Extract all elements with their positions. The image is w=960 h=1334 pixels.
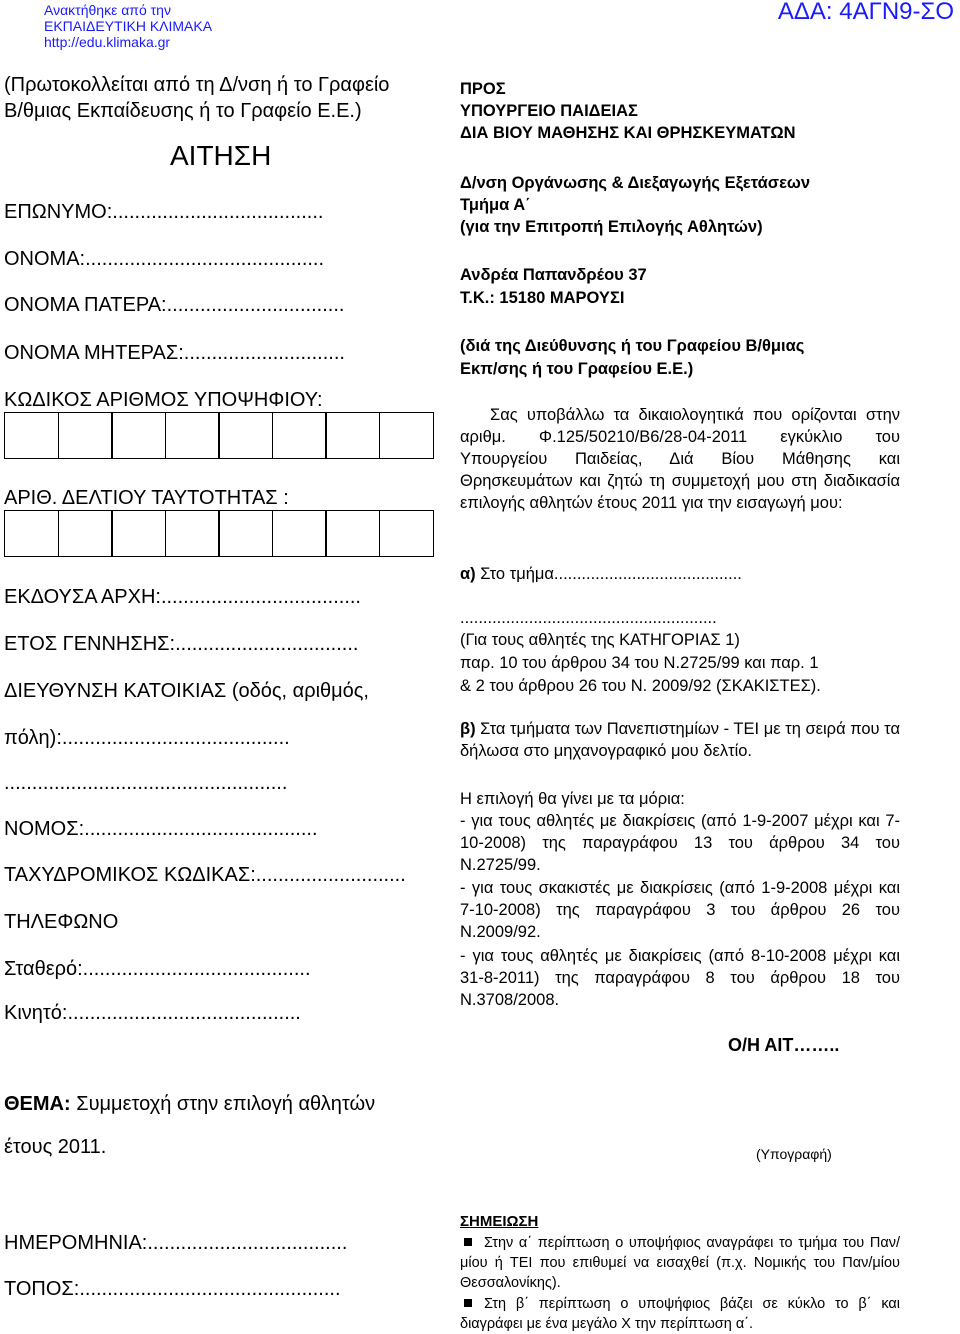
id-number-boxes[interactable]: [4, 510, 432, 557]
landline-field[interactable]: Σταθερό:.........................................: [4, 958, 311, 980]
phone-label: ΤΗΛΕΦΩΝΟ: [4, 911, 119, 933]
id-box[interactable]: [58, 510, 113, 557]
via-line-1: (διά της Διεύθυνσης ή του Γραφείου Β/θμιας: [460, 337, 805, 355]
subject-label: ΘΕΜΑ:: [4, 1093, 71, 1115]
option-b-label: β): [460, 720, 476, 738]
source-watermark: [44, 2, 212, 50]
ministry-line-1: ΥΠΟΥΡΓΕΙΟ ΠΑΙΔΕΙΑΣ: [460, 102, 638, 120]
id-box[interactable]: [111, 510, 166, 557]
committee: (για την Επιτροπή Επιλογής Αθλητών): [460, 218, 763, 236]
postal-code-field[interactable]: ΤΑΧΥΔΡΟΜΙΚΟΣ ΚΩΔΙΚΑΣ:...........................: [4, 864, 406, 886]
city-field[interactable]: πόλη):.........................................: [4, 727, 290, 749]
option-a-law-1: παρ. 10 του άρθρου 34 του Ν.2725/99 και παρ. 1: [460, 654, 819, 672]
source-url: http://edu.klimaka.gr: [44, 34, 171, 50]
protocol-line-2: Β/θμιας Εκπαίδευσης ή το Γραφείο Ε.Ε.): [4, 100, 362, 122]
address-label: ΔΙΕΥΘΥΝΣΗ ΚΑΤΟΙΚΙΑΣ (οδός, αριθμός,: [4, 680, 369, 702]
id-box[interactable]: [165, 510, 220, 557]
postal-city: Τ.Κ.: 15180 ΜΑΡΟΥΣΙ: [460, 289, 625, 307]
option-b: [460, 718, 900, 762]
ministry-line-2: ΔΙΑ ΒΙΟΥ ΜΑΘΗΣΗΣ ΚΑΙ ΘΡΗΣΚΕΥΜΑΤΩΝ: [460, 124, 796, 142]
option-a-dots[interactable]: ........................................................: [460, 609, 717, 627]
via-line-2: Εκπ/σης ή του Γραφείου Ε.Ε.): [460, 360, 694, 378]
subject-text: Συμμετοχή στην επιλογή αθλητών: [70, 1093, 376, 1115]
surname-field[interactable]: ΕΠΩΝΥΜΟ:......................................: [4, 201, 324, 223]
protocol-line-1: (Πρωτοκολλείται από τη Δ/νση ή το Γραφείο: [4, 74, 390, 96]
criteria-item-2: - για τους σκακιστές με διακρίσεις (από 1-9-2008 μέχρι και 7-10-2008) της παραγράφου 3 του άρθρου 26 του Ν.2009/92.: [460, 879, 900, 941]
address-dots-line[interactable]: ...................................................: [4, 772, 288, 794]
note-2: [460, 1294, 900, 1334]
code-box[interactable]: [4, 412, 59, 459]
candidate-code-label: ΚΩΔΙΚΟΣ ΑΡΙΘΜΟΣ ΥΠΟΨΗΦΙΟΥ:: [4, 389, 323, 411]
department: Τμήμα Α΄: [460, 196, 531, 214]
place-field[interactable]: ΤΟΠΟΣ:...............................................: [4, 1278, 341, 1300]
ada-code: ΑΔΑ: 4ΑΓΝ9-ΣΟ: [777, 0, 954, 25]
bullet-square-icon: [464, 1238, 472, 1246]
mobile-field[interactable]: Κινητό:..........................................: [4, 1002, 301, 1024]
father-name-field[interactable]: ΟΝΟΜΑ ΠΑΤΕΡΑ:................................: [4, 294, 345, 316]
request-body: Σας υποβάλλω τα δικαιολογητικά που ορίζονται στην αριθμ. Φ.125/50210/Β6/28-04-2011 εγκύκλιο του Υπουργείου Παιδείας, Διά Βίου Μάθησης και Θρησκευμάτων και ζητώ τη συμμετοχή μου στη διαδικασία επιλογής αθλητών έτους 2011 για την εισαγωγή μου:: [460, 406, 900, 512]
applicant-sign-label: Ο/Η ΑΙΤ……..: [728, 1035, 840, 1055]
option-a-label: α): [460, 565, 476, 583]
prefecture-field[interactable]: ΝΟΜΟΣ:..........................................: [4, 818, 318, 840]
code-box[interactable]: [58, 412, 113, 459]
id-box[interactable]: [4, 510, 59, 557]
option-a-law-2: & 2 του άρθρου 26 του Ν. 2009/92 (ΣΚΑΚΙΣΤΕΣ).: [460, 677, 821, 695]
page-title: ΑΙΤΗΣΗ: [170, 140, 272, 171]
code-box[interactable]: [272, 412, 327, 459]
id-box[interactable]: [325, 510, 380, 557]
option-a: [460, 563, 742, 585]
protocol-note: [4, 72, 389, 124]
code-box[interactable]: [165, 412, 220, 459]
note-title: ΣΗΜΕΙΩΣΗ: [460, 1213, 539, 1230]
option-a-text[interactable]: Στο τμήμα.........................................: [475, 565, 742, 583]
directorate: Δ/νση Οργάνωσης & Διεξαγωγής Εξετάσεων: [460, 174, 811, 192]
option-a-category: (Για τους αθλητές της ΚΑΤΗΓΟΡΙΑΣ 1): [460, 631, 740, 649]
subject-text-2: έτους 2011.: [4, 1136, 107, 1158]
source-line-1: Ανακτήθηκε από την: [44, 2, 171, 18]
id-box[interactable]: [218, 510, 273, 557]
option-b-text: Στα τμήματα των Πανεπιστημίων - ΤΕΙ με τη σειρά που τα δήλωσα στο μηχανογραφικό μου δελτίο.: [460, 720, 900, 760]
mother-name-field[interactable]: ΟΝΟΜΑ ΜΗΤΕΡΑΣ:.............................: [4, 342, 345, 364]
criteria-item-1: - για τους αθλητές με διακρίσεις (από 1-9-2007 μέχρι και 7-10-2008) της παραγράφου 13 του άρθρου 34 του Ν.2725/99.: [460, 812, 900, 874]
name-field[interactable]: ΟΝΟΜΑ:...........................................: [4, 248, 325, 270]
note-1: [460, 1233, 900, 1293]
id-box[interactable]: [379, 510, 434, 557]
code-box[interactable]: [379, 412, 434, 459]
source-line-2: ΕΚΠΑΙΔΕΥΤΙΚΗ ΚΛΙΜΑΚΑ: [44, 18, 213, 34]
code-box[interactable]: [218, 412, 273, 459]
selection-intro: Η επιλογή θα γίνει με τα μόρια:: [460, 790, 685, 808]
code-box[interactable]: [325, 412, 380, 459]
bullet-square-icon: [464, 1299, 472, 1307]
signature-label: (Υπογραφή): [756, 1146, 832, 1162]
criteria-item-3: - για τους αθλητές με διακρίσεις (από 8-10-2008 μέχρι και 31-8-2011) της παραγράφου 8 του άρθρου 18 του Ν.3708/2008.: [460, 947, 900, 1009]
note-2-text: Στη β΄ περίπτωση ο υποψήφιος βάζει σε κύκλο το β΄ και διαγράφει με ένα μεγάλο Χ την περίπτωση α΄.: [460, 1296, 900, 1332]
to-label: ΠΡΟΣ: [460, 80, 506, 98]
date-field[interactable]: ΗΜΕΡΟΜΗΝΙΑ:....................................: [4, 1232, 348, 1254]
birth-year-field[interactable]: ΕΤΟΣ ΓΕΝΝΗΣΗΣ:.................................: [4, 633, 359, 655]
issuing-authority-field[interactable]: ΕΚΔΟΥΣΑ ΑΡΧΗ:....................................: [4, 586, 361, 608]
candidate-code-boxes[interactable]: [4, 412, 432, 459]
id-number-label: ΑΡΙΘ. ΔΕΛΤΙΟΥ ΤΑΥΤΟΤΗΤΑΣ :: [4, 487, 289, 509]
note-1-text: Στην α΄ περίπτωση ο υποψήφιος αναγράφει το τμήμα του Παν/μίου ή ΤΕΙ που επιθυμεί να εισαχθεί (π.χ. Νομικής του Παν/μίου Θεσσαλονίκης).: [460, 1235, 900, 1291]
street-address: Ανδρέα Παπανδρέου 37: [460, 266, 647, 284]
subject-line: [4, 1091, 375, 1117]
id-box[interactable]: [272, 510, 327, 557]
code-box[interactable]: [111, 412, 166, 459]
